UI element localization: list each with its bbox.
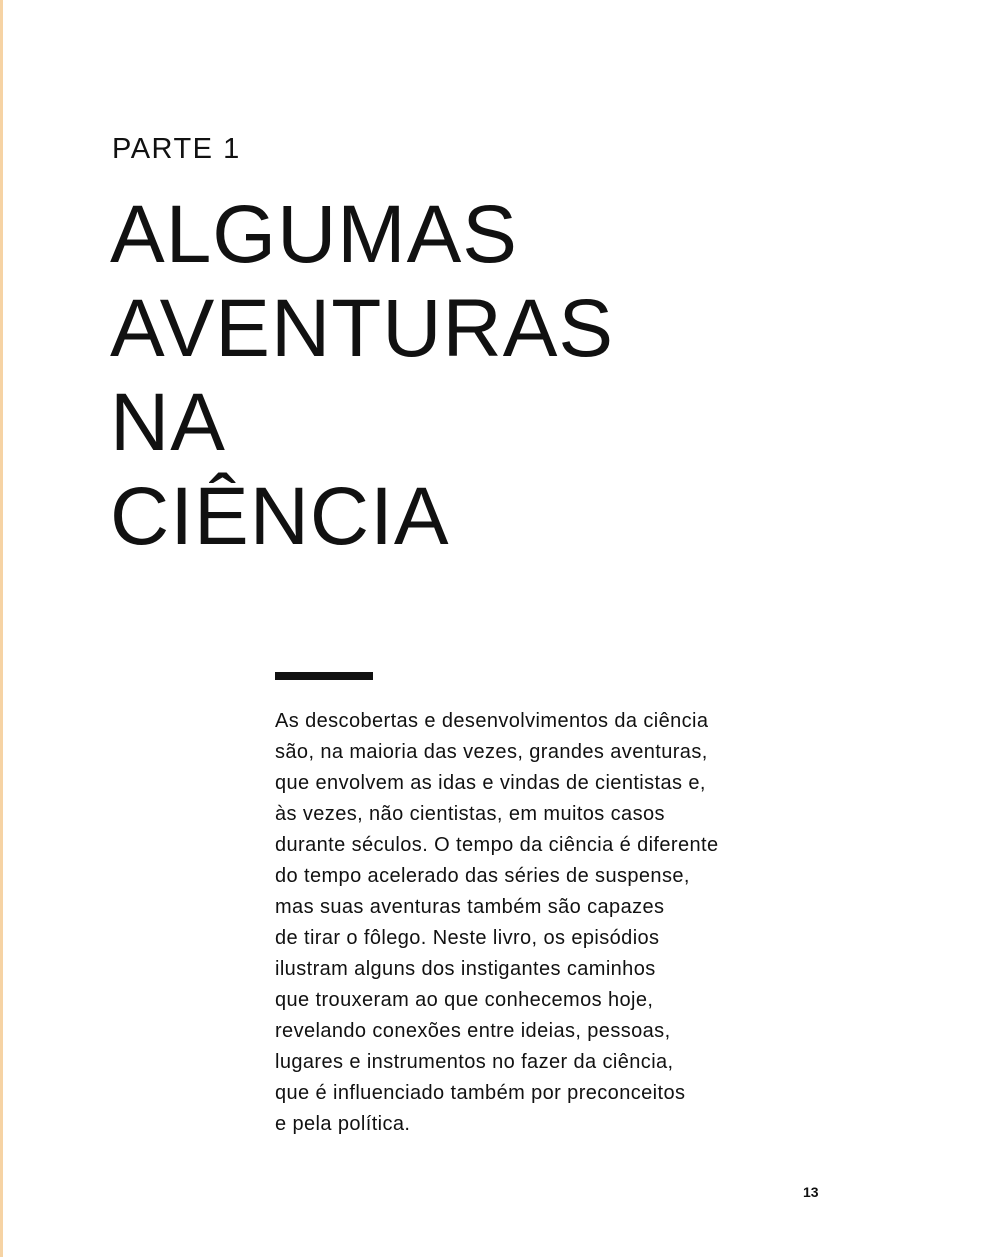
paragraph-line: são, na maioria das vezes, grandes aventuras, [275,741,708,763]
paragraph-line: que envolvem as idas e vindas de cientistas e, [275,772,706,794]
paragraph-line: As descobertas e desenvolvimentos da ciência [275,710,709,732]
chapter-title-line: NA [110,377,226,468]
paragraph-line: que é influenciado também por preconceitos [275,1082,686,1104]
intro-paragraph [275,706,795,1140]
chapter-title-line: AVENTURAS [110,283,615,374]
paragraph-line: ilustram alguns dos instigantes caminhos [275,958,656,980]
paragraph-line: durante séculos. O tempo da ciência é diferente [275,834,719,856]
section-divider-rule [275,672,373,680]
paragraph-line: do tempo acelerado das séries de suspense, [275,865,690,887]
paragraph-line: às vezes, não cientistas, em muitos casos [275,803,665,825]
chapter-title-line: ALGUMAS [110,189,518,280]
paragraph-line: que trouxeram ao que conhecemos hoje, [275,989,654,1011]
page-edge-strip [0,0,3,1257]
paragraph-line: revelando conexões entre ideias, pessoas, [275,1020,671,1042]
paragraph-line: e pela política. [275,1113,411,1135]
paragraph-line: de tirar o fôlego. Neste livro, os episódios [275,927,660,949]
paragraph-line: mas suas aventuras também são capazes [275,896,665,918]
paragraph-line: lugares e instrumentos no fazer da ciência, [275,1051,674,1073]
chapter-title [110,188,614,564]
part-label: PARTE 1 [112,133,241,165]
page-number: 13 [803,1184,819,1200]
chapter-title-line: CIÊNCIA [110,471,450,562]
